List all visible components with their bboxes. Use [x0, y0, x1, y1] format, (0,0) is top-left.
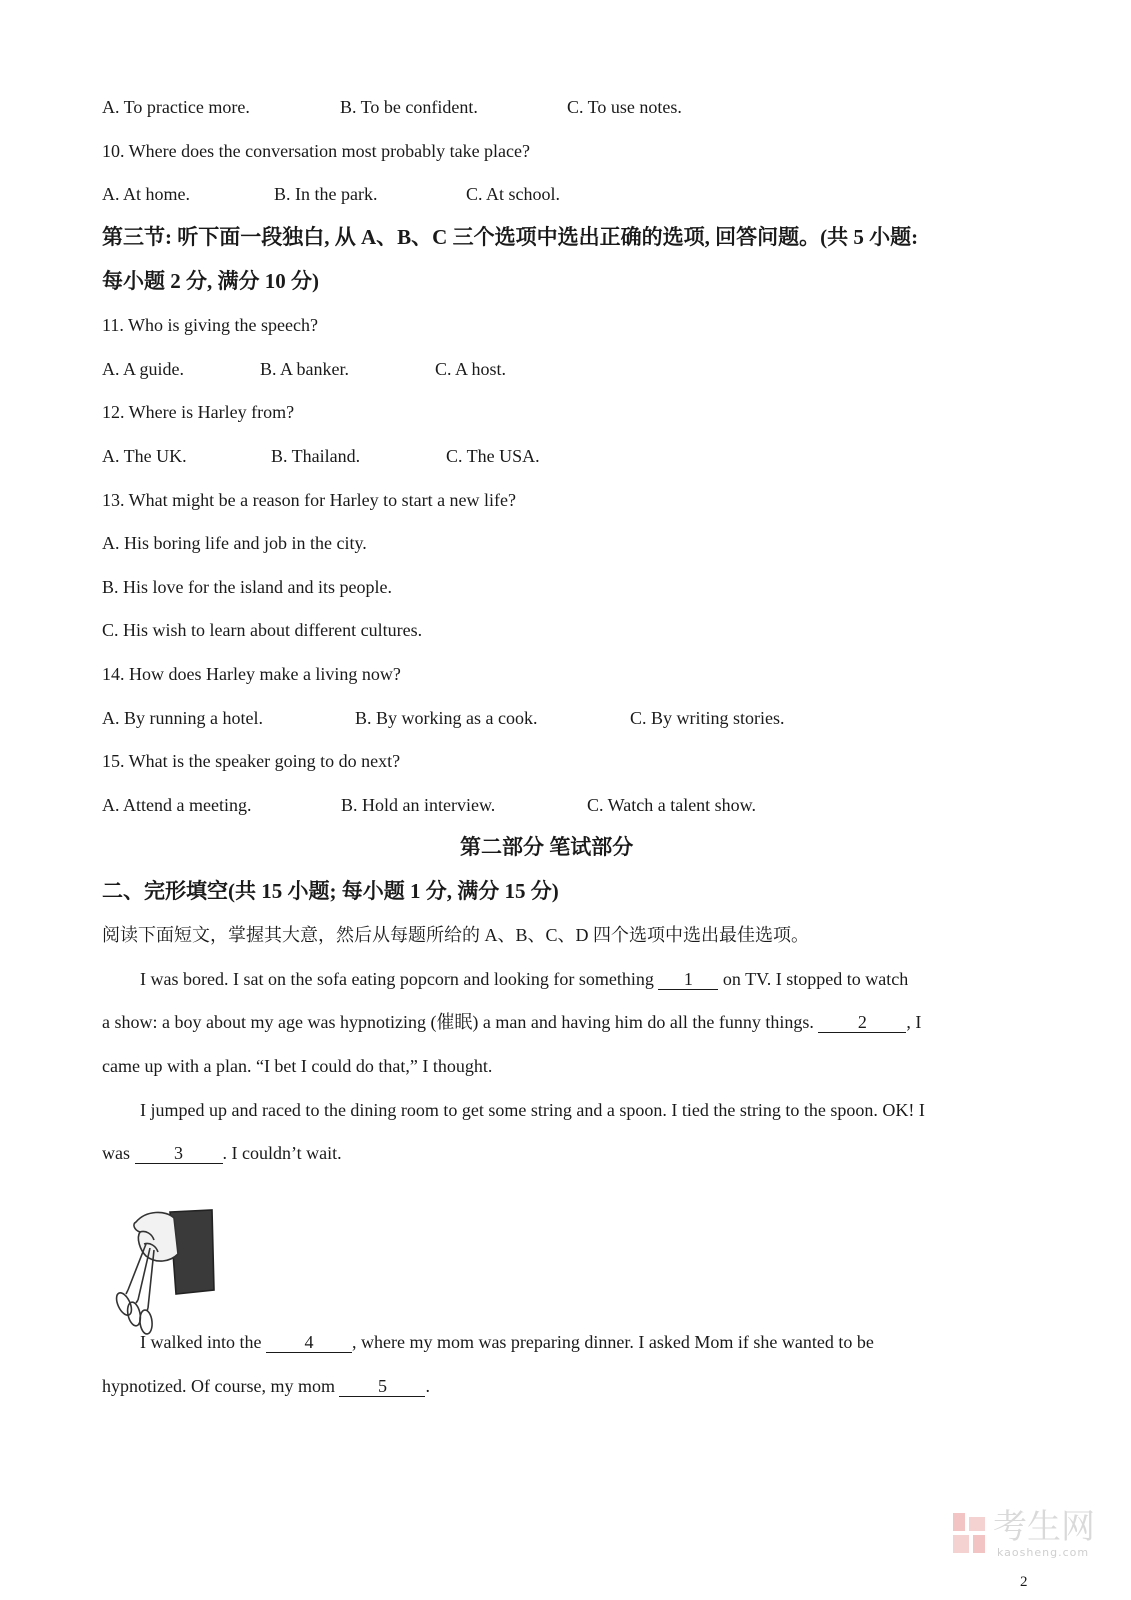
q10-option-a: A. At home.	[102, 184, 190, 204]
blank-1: 1	[658, 969, 718, 990]
q10-option-c: C. At school.	[466, 184, 561, 204]
q15-question: 15. What is the speaker going to do next?	[102, 751, 401, 771]
q15-option-b: B. Hold an interview.	[341, 795, 496, 815]
passage-text: . I couldn’t wait.	[222, 1143, 342, 1163]
passage-text: I walked into the	[140, 1332, 266, 1352]
passage-p1-line1	[140, 967, 908, 991]
cloze-instruction: 阅读下面短文，掌握其大意，然后从每题所给的 A、B、C、D 四个选项中选出最佳选项。	[102, 925, 810, 945]
blank-5: 5	[339, 1376, 425, 1397]
q12-question: 12. Where is Harley from?	[102, 402, 295, 422]
q12-option-a: A. The UK.	[102, 446, 187, 466]
passage-text: on TV. I stopped to watch	[718, 969, 909, 989]
blank-2: 2	[818, 1012, 906, 1033]
q13-question: 13. What might be a reason for Harley to start a new life?	[102, 490, 517, 510]
hand-holding-spoons-illustration	[100, 1208, 222, 1340]
q11-option-b: B. A banker.	[260, 359, 349, 379]
watermark-text: 考生网	[993, 1507, 1095, 1547]
q12-option-b: B. Thailand.	[271, 446, 361, 466]
q10-question: 10. Where does the conversation most probably take place?	[102, 141, 531, 161]
section3-heading: 第三节: 听下面一段独白, 从 A、B、C 三个选项中选出正确的选项, 回答问题。(共 5 小题:	[102, 225, 919, 249]
q12-option-c: C. The USA.	[446, 446, 540, 466]
passage-text: I was bored. I sat on the sofa eating popcorn and looking for something	[140, 969, 659, 989]
q15-option-a: A. Attend a meeting.	[102, 795, 252, 815]
q9-option-a: A. To practice more.	[102, 97, 250, 117]
passage-p2-line2	[102, 1141, 342, 1165]
kaosheng-watermark	[951, 1507, 1113, 1561]
blank-3: 3	[135, 1143, 223, 1164]
passage-p2-line1: I jumped up and raced to the dining room to get some string and a spoon. I tied the string to the spoon. OK! I	[140, 1100, 925, 1120]
q9-option-c: C. To use notes.	[567, 97, 682, 117]
q14-option-c: C. By writing stories.	[630, 708, 785, 728]
q9-option-b: B. To be confident.	[340, 97, 478, 117]
q14-question: 14. How does Harley make a living now?	[102, 664, 401, 684]
q10-option-b: B. In the park.	[274, 184, 378, 204]
q14-option-a: A. By running a hotel.	[102, 708, 263, 728]
q13-option-a: A. His boring life and job in the city.	[102, 533, 367, 553]
passage-text: was	[102, 1143, 135, 1163]
part2-title: 第二部分 笔试部分	[460, 835, 634, 859]
section3-heading-cont: 每小题 2 分, 满分 10 分)	[102, 269, 319, 293]
passage-p1-line3: came up with a plan. “I bet I could do that,” I thought.	[102, 1056, 493, 1076]
q11-question: 11. Who is giving the speech?	[102, 315, 318, 335]
page-number: 2	[1020, 1574, 1028, 1590]
q13-option-b: B. His love for the island and its people.	[102, 577, 392, 597]
q13-option-c: C. His wish to learn about different cultures.	[102, 620, 423, 640]
passage-p3-line2	[102, 1374, 430, 1398]
watermark-url: kaosheng.com	[997, 1546, 1090, 1559]
passage-text: .	[425, 1376, 430, 1396]
cloze-heading: 二、完形填空(共 15 小题; 每小题 1 分, 满分 15 分)	[102, 879, 559, 903]
passage-p3-line1	[140, 1330, 874, 1354]
q14-option-b: B. By working as a cook.	[355, 708, 538, 728]
q11-option-a: A. A guide.	[102, 359, 185, 379]
kaosheng-logo-icon	[951, 1511, 987, 1557]
passage-text: , I	[906, 1012, 922, 1032]
passage-p1-line2	[102, 1010, 921, 1034]
passage-text: a show: a boy about my age was hypnotizing (催眠) a man and having him do all the funny things.	[102, 1012, 819, 1032]
q15-option-c: C. Watch a talent show.	[587, 795, 757, 815]
passage-text: , where my mom was preparing dinner. I asked Mom if she wanted to be	[351, 1332, 874, 1352]
passage-text: hypnotized. Of course, my mom	[102, 1376, 340, 1396]
q11-option-c: C. A host.	[435, 359, 507, 379]
blank-4: 4	[266, 1332, 352, 1353]
